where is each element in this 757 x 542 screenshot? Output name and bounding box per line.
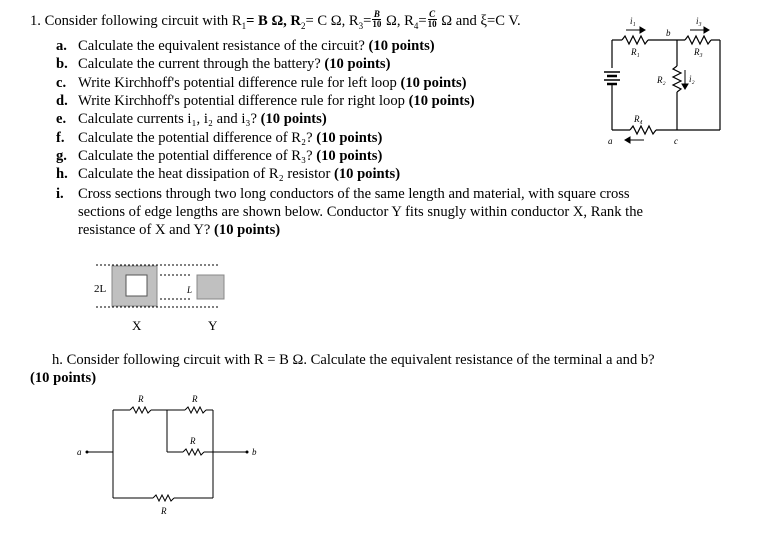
- item-marker: d.: [56, 92, 68, 109]
- label-L: L: [187, 285, 193, 295]
- label-R1: R₁: [631, 47, 640, 57]
- label-node-b: b: [666, 28, 671, 38]
- item-marker: b.: [56, 56, 68, 73]
- label-X: X: [132, 318, 142, 333]
- question-item: Calculate the potential difference of R₂? (10 points): [78, 129, 383, 146]
- label-R3: R₃: [694, 47, 703, 57]
- problem-h2-points: (10 points): [30, 370, 97, 386]
- item-marker: c.: [56, 74, 67, 91]
- item-i-line1: Cross sections through two long conductors of the same length and material, with square cross: [78, 186, 630, 202]
- question-item: Calculate the heat dissipation of R₂ resistor (10 points): [78, 166, 401, 183]
- question-item: Write Kirchhoff's potential difference rule for right loop (10 points): [78, 92, 475, 109]
- label-Y: Y: [208, 318, 218, 333]
- item-marker: e.: [56, 111, 67, 128]
- problem1-statement: 1. Consider following circuit with $R_1= B$ Ω, $R_2= C$ Ω, $R_3=$ $\frac{B}{10}$ Ω, $R_4=$ $\frac{C}{10}$ Ω and ξ=C V.: [30, 9, 521, 31]
- label-r-middle: R: [190, 436, 196, 446]
- label-2L: 2L: [94, 283, 107, 295]
- question-item: Calculate the current through the battery? (10 points): [78, 56, 391, 73]
- item-marker: g.: [56, 147, 67, 164]
- conductor-y: [197, 275, 224, 299]
- terminal-a: a: [77, 447, 82, 457]
- label-R2: R₂: [657, 75, 666, 85]
- item-marker: h.: [56, 166, 68, 183]
- label-node-a: a: [608, 136, 613, 146]
- question-item: Calculate the potential difference of R₃? (10 points): [78, 147, 383, 164]
- question-item: Write Kirchhoff's potential difference rule for left loop (10 points): [78, 74, 467, 91]
- label-i2: i₂: [689, 74, 695, 84]
- terminal-b: b: [252, 447, 257, 457]
- label-r-bottom: R: [161, 506, 167, 516]
- r4-fraction: $\frac{C}{10}$: [427, 9, 437, 29]
- conductor-x-hole: [126, 275, 147, 296]
- label-i3: i₃: [696, 16, 702, 26]
- label-i1: i₁: [630, 16, 636, 26]
- r3-fraction: $\frac{B}{10}$: [372, 9, 382, 29]
- label-node-c: c: [674, 136, 678, 146]
- circuit-diagram-1: [590, 10, 730, 160]
- question-item: Calculate the equivalent resistance of the circuit? (10 points): [78, 38, 435, 54]
- item-i-line3: resistance of X and Y? (10 points): [78, 222, 281, 238]
- label-r-top-left: R: [138, 394, 144, 404]
- problem-h2-line1: h. Consider following circuit with R = B Ω. Calculate the equivalent resistance of the terminal a and b?: [52, 352, 655, 368]
- item-i-line2: sections of edge lengths are shown below. Conductor Y fits snugly within conductor X, Rank the: [78, 204, 644, 220]
- label-R4: R₄: [634, 114, 643, 124]
- item-marker: f.: [56, 129, 65, 146]
- item-marker: a.: [56, 38, 67, 54]
- label-r-top-right: R: [192, 394, 198, 404]
- item-i-marker: i.: [56, 186, 64, 202]
- circuit-diagram-2: [75, 390, 275, 520]
- cross-section-figure: [80, 262, 260, 342]
- question-item: Calculate currents i₁, i₂ and i₃? (10 points): [78, 111, 327, 128]
